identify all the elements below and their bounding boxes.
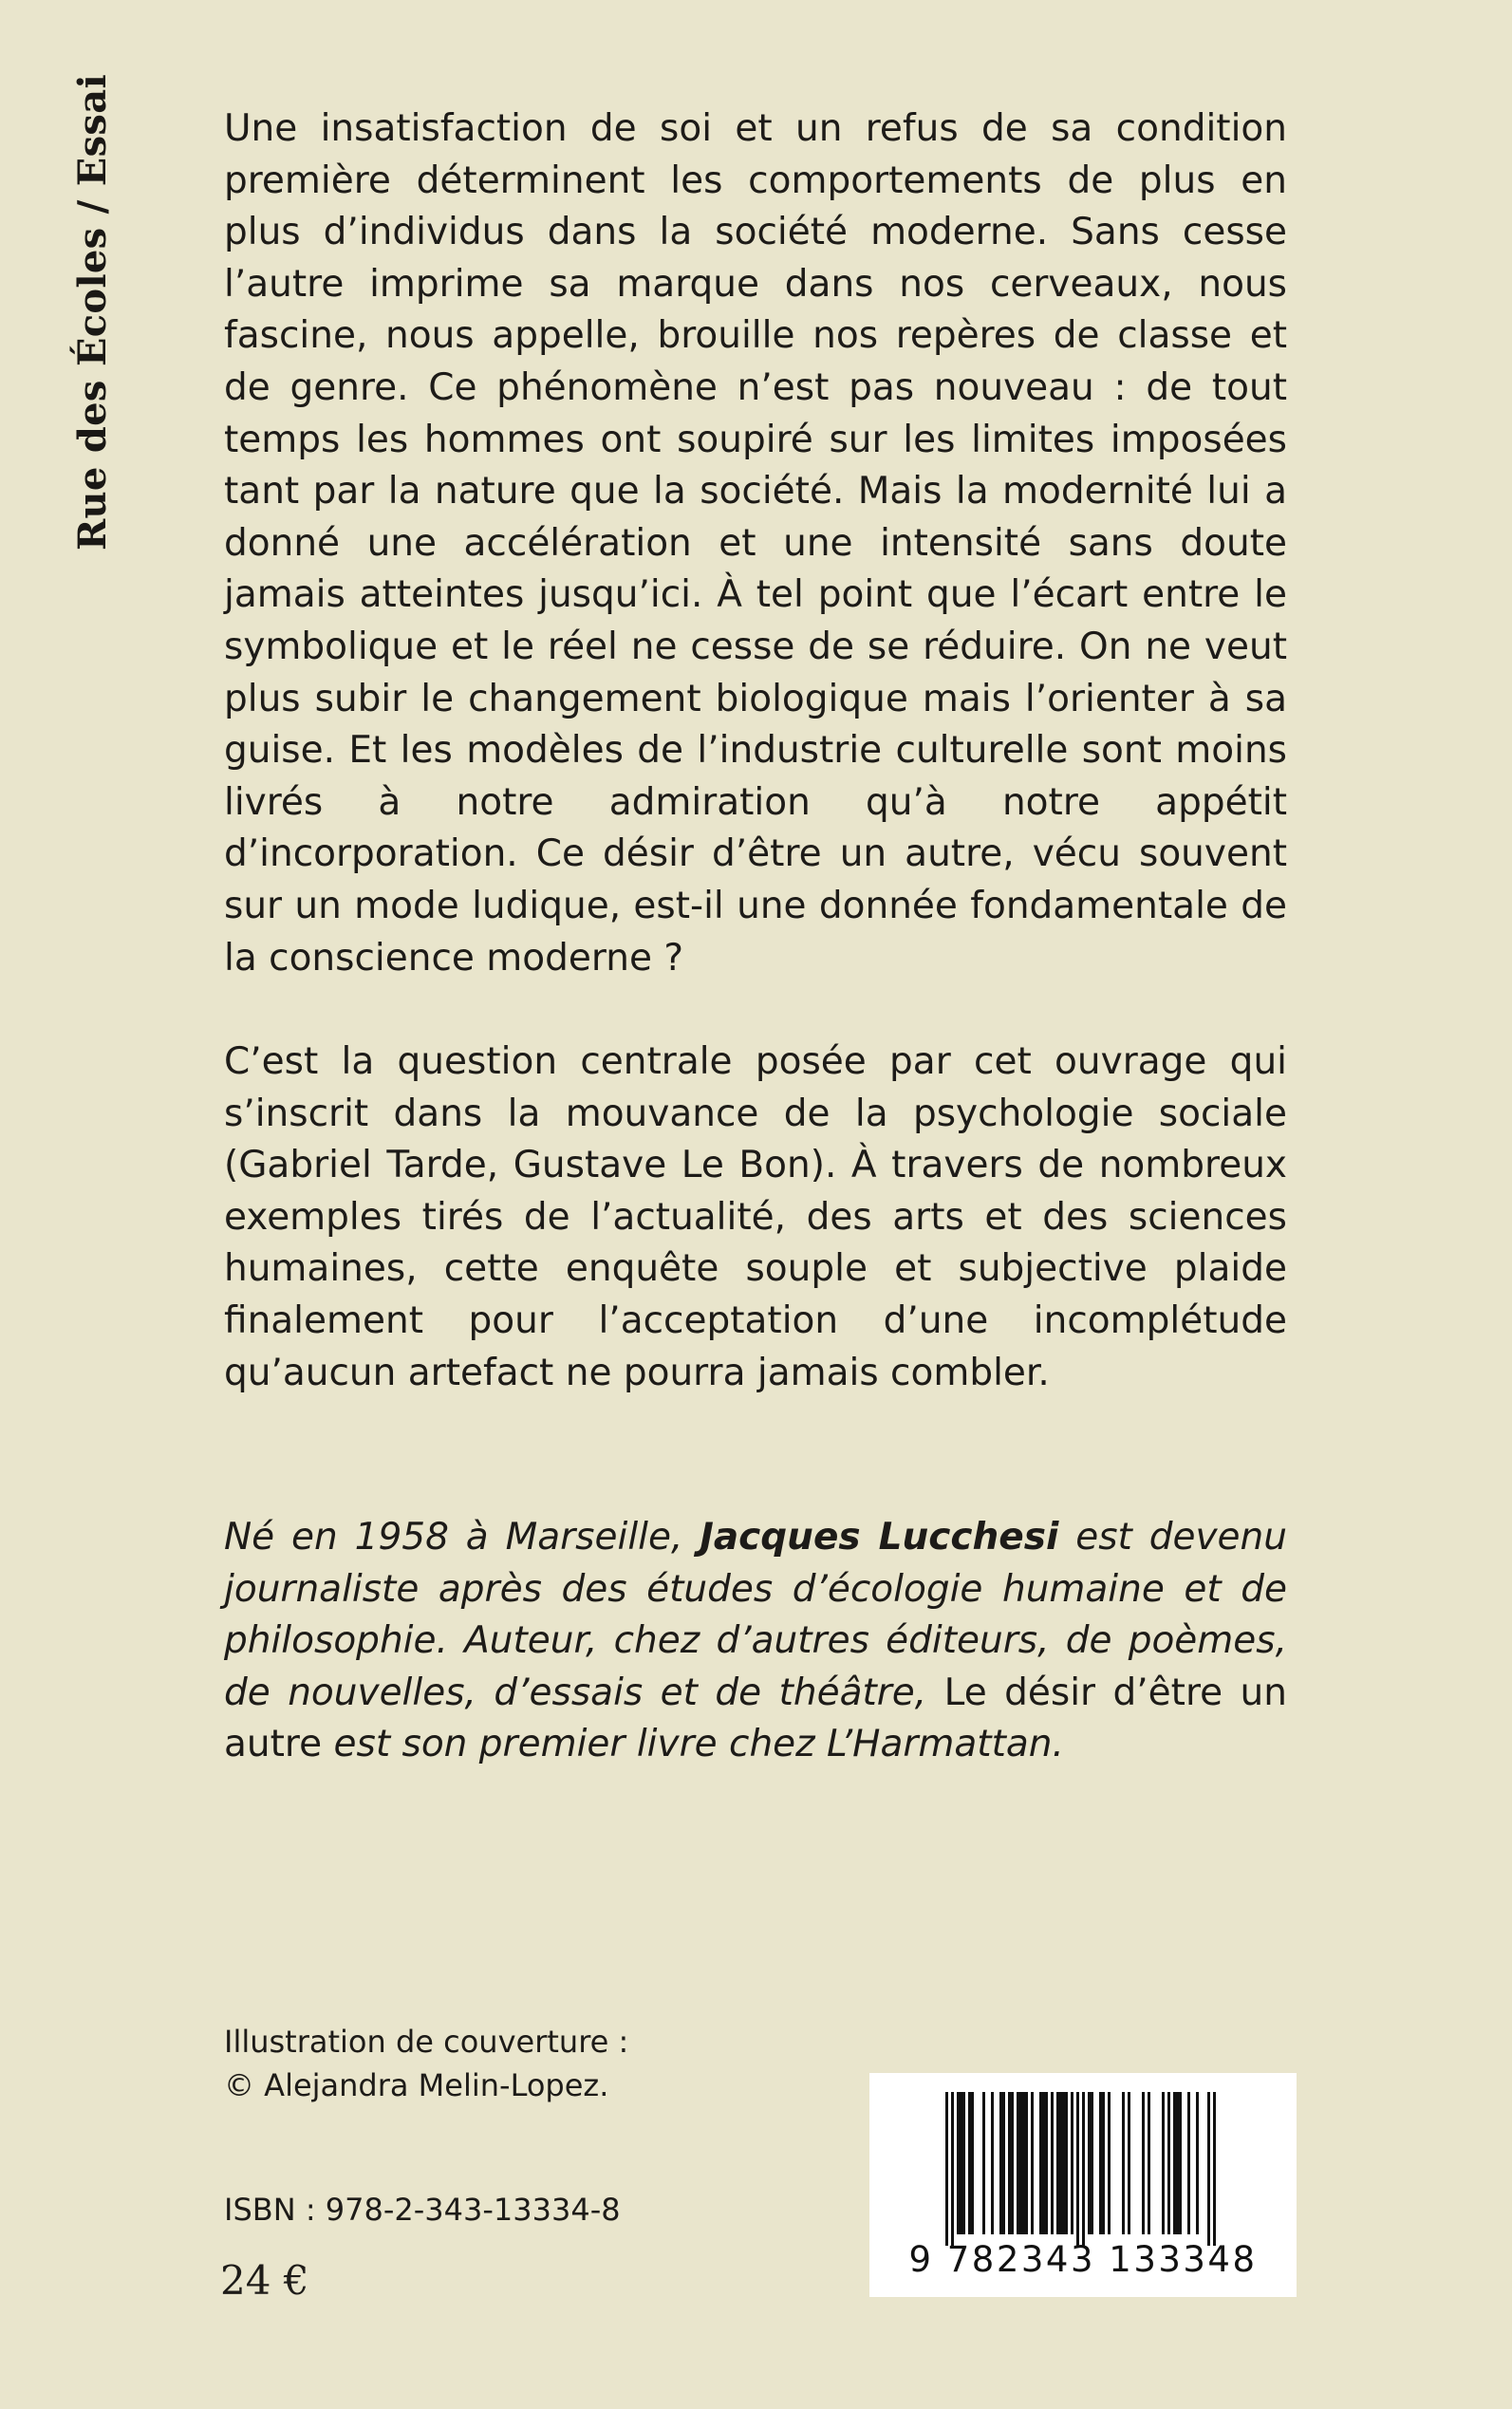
barcode-bar — [1122, 2092, 1125, 2234]
price-text: 24 € — [220, 2257, 309, 2304]
barcode-bar — [960, 2092, 962, 2234]
barcode-bar — [1196, 2092, 1199, 2234]
barcode-bar — [1011, 2092, 1014, 2234]
spine-label: Rue des Écoles / Essai — [70, 74, 115, 551]
credits-line-1: Illustration de couverture : — [224, 2024, 629, 2060]
barcode-bar — [1051, 2092, 1054, 2234]
barcode — [869, 2073, 1297, 2297]
barcode-bar — [1082, 2092, 1085, 2246]
barcode-bar — [945, 2092, 948, 2246]
barcode-bar — [1102, 2092, 1105, 2234]
barcode-bar — [1042, 2092, 1045, 2234]
illustration-credits — [224, 2020, 628, 2107]
barcode-bar — [1045, 2092, 1048, 2234]
barcode-bar — [1008, 2092, 1011, 2234]
book-title: Le désir d’être un autre — [224, 1671, 1287, 1766]
credits-line-2: © Alejandra Melin-Lopez. — [224, 2067, 609, 2103]
bio-ending: est son premier livre chez L’Harmattan. — [333, 1723, 1064, 1766]
barcode-digits: 9 782343 133348 — [908, 2239, 1258, 2280]
barcode-bar — [1002, 2092, 1005, 2234]
author-name: Jacques Lucchesi — [700, 1516, 1059, 1559]
barcode-bar — [1062, 2092, 1065, 2234]
bio-intro: Né en 1958 à Marseille, — [224, 1516, 683, 1559]
barcode-bar — [1065, 2092, 1068, 2234]
barcode-bar — [1056, 2092, 1059, 2234]
barcode-bar — [1025, 2092, 1028, 2234]
barcode-bar — [951, 2092, 954, 2246]
barcode-bar — [1187, 2092, 1190, 2234]
bio-middle: est devenu journaliste après des études d’écologie humaine et de philosophie. Auteur, chez d’autres éditeurs, de poèmes, de nouvelles, d’essais et de théâtre, — [224, 1516, 1287, 1714]
barcode-bar — [999, 2092, 1002, 2234]
barcode-bar — [1059, 2092, 1062, 2234]
barcode-bar — [1022, 2092, 1025, 2234]
barcode-bar — [1142, 2092, 1145, 2234]
barcode-bar — [957, 2092, 960, 2234]
barcode-bar — [991, 2092, 994, 2234]
barcode-bar — [1039, 2092, 1042, 2234]
barcode-bar — [1162, 2092, 1165, 2234]
blurb-paragraph-1: Une insatisfaction de soi et un refus de sa condition première déterminent les comportements de plus en plus d’individus dans la société moderne. Sans cesse l’autre imprime sa marque dans nos cerveaux, nous fascine, nous appelle, brouille nos repères de classe et de genre. Ce phénomène n’est pas nouveau : de tout temps les hommes ont soupiré sur les limites imposées tant par la nature que la société. Mais la modernité lui a donné une accélération et une intensité sans doute jamais atteintes jusqu’ici. À tel point que l’écart entre le symbolique et le réel ne cesse de se réduire. On ne veut plus subir le changement biologique mais l’orienter à sa guise. Et les modèles de l’industrie culturelle sont moins livrés à notre admiration qu’à notre appétit d’incorporation. Ce désir d’être un autre, vécu souvent sur un mode ludique, est-il une donnée fondamentale de la conscience moderne ? — [224, 107, 1287, 980]
barcode-bar — [962, 2092, 965, 2234]
barcode-bar — [1099, 2092, 1102, 2234]
barcode-bar — [1207, 2092, 1210, 2246]
barcode-bar — [968, 2092, 971, 2234]
barcode-bar — [1019, 2092, 1022, 2234]
barcode-bar — [1031, 2092, 1034, 2234]
blurb-paragraph-2: C’est la question centrale posée par cet ouvrage qui s’inscrit dans la mouvance de la psychologie sociale (Gabriel Tarde, Gustave Le Bon). À travers de nombreux exemples tirés de l’actualité, des arts et des sciences humaines, cette enquête souple et subjective plaide finalement pour l’acceptation d’une incomplétude qu’aucun artefact ne pourra jamais combler. — [224, 1040, 1287, 1394]
barcode-bar — [982, 2092, 985, 2234]
barcode-bar — [1148, 2092, 1150, 2234]
barcode-bar — [1091, 2092, 1093, 2234]
back-cover-blurb — [224, 103, 1287, 1399]
barcode-bar — [1071, 2092, 1073, 2234]
barcode-bar — [1176, 2092, 1179, 2234]
barcode-bar — [1108, 2092, 1111, 2234]
barcode-bar — [971, 2092, 974, 2234]
barcode-bar — [1173, 2092, 1176, 2234]
isbn-text: ISBN : 978-2-343-13334-8 — [224, 2192, 621, 2228]
barcode-bar — [1167, 2092, 1170, 2234]
author-bio — [224, 1512, 1287, 1771]
barcode-bar — [1213, 2092, 1216, 2246]
barcode-bar — [1179, 2092, 1182, 2234]
barcode-bar — [1076, 2092, 1079, 2246]
barcode-bar — [1017, 2092, 1019, 2234]
barcode-bar — [1128, 2092, 1130, 2234]
barcode-bar — [1088, 2092, 1091, 2234]
